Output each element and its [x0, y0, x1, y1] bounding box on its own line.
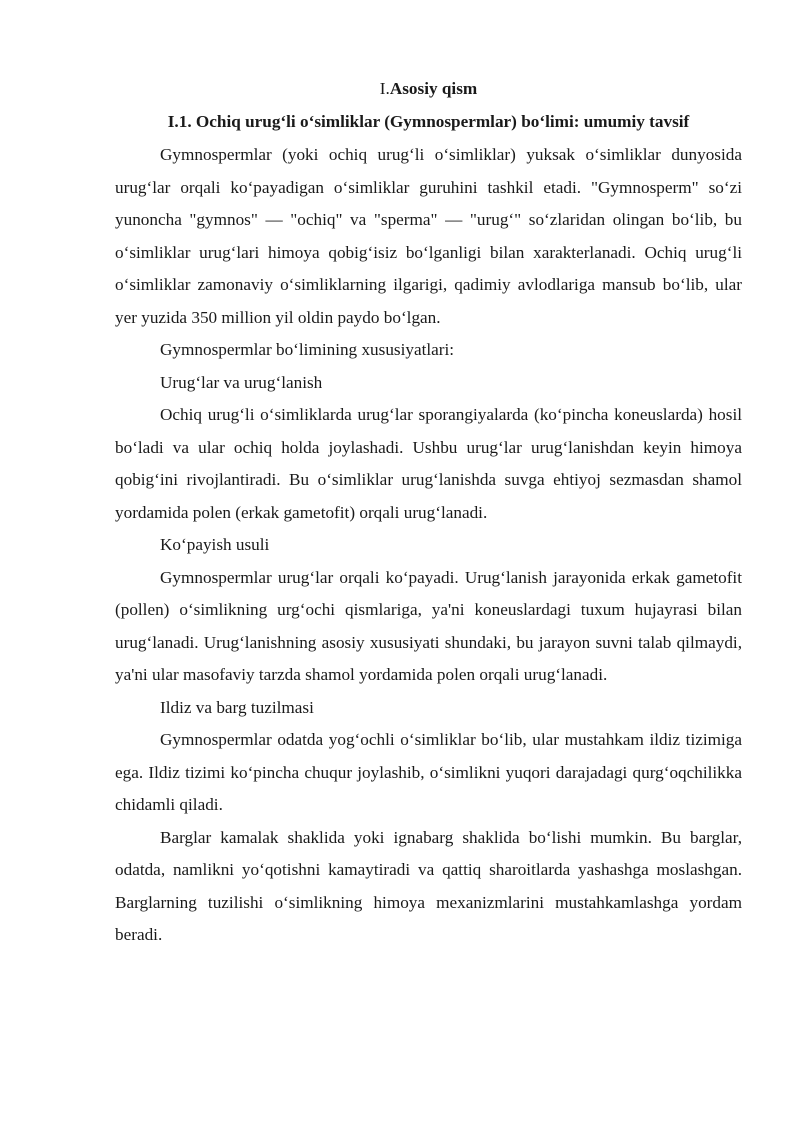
- section-title-text: Asosiy qism: [389, 79, 478, 98]
- paragraph-intro: Gymnospermlar (yoki ochiq urug‘li o‘simliklar) yuksak o‘simliklar dunyosida urug‘lar orqali ko‘payadigan o‘simliklar guruhini tashkil etadi. "Gymnosperm" so‘zi yunoncha "gymnos" — "ochiq" va "sperma" — "urug‘" so‘zlaridan olingan bo‘lib, bu o‘simliklar urug‘lari himoya qobig‘isiz bo‘lganligi bilan xarakterlanadi. Ochiq urug‘li o‘simliklar zamonaviy o‘simliklarning ilgarigi, qadimiy avlodlariga mansub bo‘lib, ular yer yuzida 350 million yil oldin paydo bo‘lgan.: [115, 145, 742, 327]
- subheading-roots-leaves: Ildiz va barg tuzilmasi: [160, 697, 314, 717]
- document-page: [115, 74, 742, 952]
- paragraph-seeds: Ochiq urug‘li o‘simliklarda urug‘lar sporangiyalarda (ko‘pincha koneuslarda) hosil bo‘ladi va ular ochiq holda joylashadi. Ushbu urug‘lar urug‘lanishdan keyin himoya qobig‘ini rivojlantiradi. Bu o‘simliklar urug‘lanishda suvga ehtiyoj sezmasdan shamol yordamida polen (erkak gametofit) orqali urug‘lanadi.: [115, 405, 742, 522]
- subheading-reproduction: Ko‘payish usuli: [160, 535, 270, 554]
- section-title-prefix: I.: [379, 79, 390, 98]
- section-title: [115, 74, 742, 104]
- paragraph-leaves: Barglar kamalak shaklida yoki ignabarg shaklida bo‘lishi mumkin. Bu barglar, odatda, namlikni yo‘qotishni kamaytiradi va qattiq sharoitlarda yashashga moslashgan. Barglarning tuzilishi o‘simlikning himoya mexanizmlarini mustahkamlashga yordam beradi.: [115, 827, 742, 944]
- paragraph-roots: Gymnospermlar odatda yog‘ochli o‘simliklar bo‘lib, ular mustahkam ildiz tizimiga ega. Ildiz tizimi ko‘pincha chuqur joylashib, o‘simlikni yuqori darajadagi qurg‘oqchilikka chidamli qiladi.: [115, 730, 742, 814]
- paragraph-reproduction: Gymnospermlar urug‘lar orqali ko‘payadi. Urug‘lanish jarayonida erkak gametofit (pollen) o‘simlikning urg‘ochi qismlariga, ya'ni koneuslardagi tuxum hujayrasi bilan urug‘lanadi. Urug‘lanishning asosiy xususiyati shundaki, bu jarayon suvni talab qilmaydi, ya'ni ular masofaviy tarzda shamol yordamida polen orqali urug‘lanadi.: [115, 567, 742, 684]
- subheading-seeds: Urug‘lar va urug‘lanish: [160, 372, 323, 392]
- subsection-title: I.1. Ochiq urug‘li o‘simliklar (Gymnospermlar) bo‘limi: umumiy tavsif: [167, 112, 690, 131]
- paragraph-features-heading: Gymnospermlar bo‘limining xususiyatlari:: [160, 340, 455, 359]
